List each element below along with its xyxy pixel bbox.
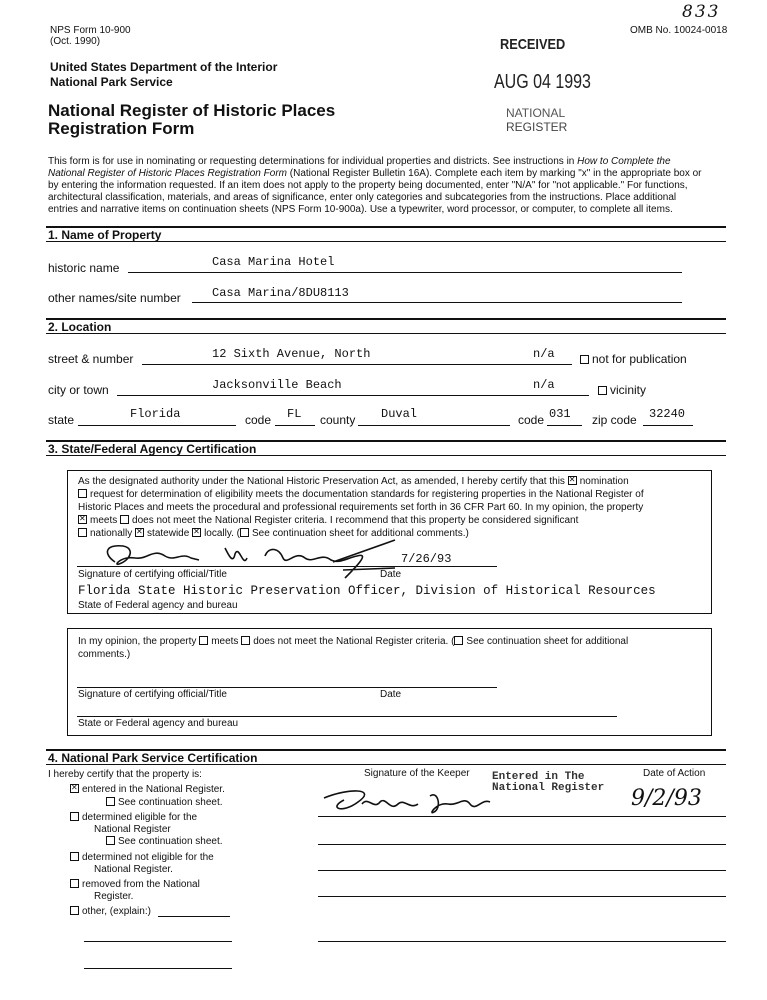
date2-label: Date [380,689,402,700]
eligibility-request-checkbox[interactable] [78,489,87,498]
date-of-action-label: Date of Action [643,768,706,779]
form-title-line2: Registration Form [48,119,195,138]
other-checkbox[interactable] [70,906,79,915]
opinion-does-not-meet-checkbox[interactable] [241,636,250,645]
street-label: street & number [48,352,134,366]
department: United States Department of the Interior [50,60,278,74]
state-code-label: code [245,413,272,427]
nationally-checkbox[interactable] [78,528,87,537]
section2-heading: 2. Location [48,320,112,334]
signature-label: Signature of certifying official/Title [78,569,227,580]
nps-intro: I hereby certify that the property is: [48,769,202,780]
other-names-value[interactable]: Casa Marina/8DU8113 [212,286,349,300]
option-entered[interactable]: ✕entered in the National Register. [70,784,225,795]
not-eligible-checkbox[interactable] [70,852,79,861]
omb-number: OMB No. 10024-0018 [630,25,728,36]
county-value[interactable]: Duval [381,407,418,421]
eligible-checkbox[interactable] [70,812,79,821]
option-other[interactable]: other, (explain:) [70,906,151,917]
agency-value[interactable]: Florida State Historic Preservation Officer, Division of Historical Resources [78,584,656,598]
opinion-line2: comments.) [78,649,131,660]
eligible-continuation-checkbox[interactable] [106,836,115,845]
section4-heading: 4. National Park Service Certification [48,751,258,765]
street-na[interactable]: n/a [533,347,555,361]
instructions-line1: This form is for use in nominating or requesting determinations for individual properties and districts. See instructions in How to Complete the [48,156,671,167]
form-date: (Oct. 1990) [50,36,101,47]
street-value[interactable]: 12 Sixth Avenue, North [212,347,371,361]
cert-line2: request for determination of eligibility meets the documentation standards for registering properties in the National Register of [78,489,644,500]
zip-label: zip code [592,413,637,427]
stamp-register: REGISTER [506,120,568,134]
entered-continuation-checkbox[interactable] [106,797,115,806]
agency2-label: State or Federal agency and bureau [78,718,239,729]
option-not-eligible[interactable]: determined not eligible for the [70,852,214,863]
city-na[interactable]: n/a [533,378,555,392]
handwritten-number: 833 [682,2,721,22]
instructions-line2: National Register of Historic Places Registration Form (National Register Bulletin 16A). Complete each item by marking "x" in the appropriate box or [48,168,702,179]
option-removed[interactable]: removed from the National [70,879,200,890]
zip-value[interactable]: 32240 [649,407,686,421]
option-eligible-continuation[interactable]: See continuation sheet. [106,836,223,847]
removed-checkbox[interactable] [70,879,79,888]
opinion-line1: In my opinion, the property meets does not meet the National Register criteria. ( See continuation sheet for additional [78,636,629,647]
form-number: NPS Form 10-900 [50,25,131,36]
county-label: county [320,413,356,427]
section3-heading: 3. State/Federal Agency Certification [48,442,257,456]
signature2-label: Signature of certifying official/Title [78,689,227,700]
historic-name-value[interactable]: Casa Marina Hotel [212,255,335,269]
historic-name-label: historic name [48,261,120,275]
received-date: AUG 04 1993 [494,71,591,93]
option-entered-continuation[interactable]: See continuation sheet. [106,797,223,808]
entered-stamp-line1: Entered in The [492,771,585,783]
cert-line4: ✕meets does not meet the National Register criteria. I recommend that this property be considered significant [78,515,578,526]
vicinity[interactable]: vicinity [598,383,646,397]
agency-label: State of Federal agency and bureau [78,600,238,611]
option-removed-line2: Register. [94,891,134,902]
option-eligible[interactable]: determined eligible for the [70,812,197,823]
option-eligible-line2: National Register [94,824,171,835]
stamp-national: NATIONAL [506,106,566,120]
instructions-line5: entries and narrative items on continuation sheets (NPS Form 10-900a). Use a typewriter, word processor, or computer, to complete all items. [48,204,673,215]
instructions-line3: by entering the information requested. If an item does not apply to the property being documented, enter "N/A" for "not applicable." For functions, [48,180,688,191]
meets-checkbox[interactable] [78,515,87,524]
county-code-value[interactable]: 031 [549,407,571,421]
entered-stamp-line2: National Register [492,782,605,794]
service: National Park Service [50,75,173,89]
other-names-label: other names/site number [48,291,181,305]
vicinity-checkbox[interactable] [598,386,607,395]
state-label: state [48,413,75,427]
date-label: Date [380,569,402,580]
cert-line1: As the designated authority under the National Historic Preservation Act, as amended, I hereby certify that this ✕ nomination [78,476,629,487]
entered-checkbox[interactable] [70,784,79,793]
cert-line3: Historic Places and meets the procedural and professional requirements set forth in 36 CFR Part 60. In my opinion, the property [78,502,644,513]
received-stamp: RECEIVED [500,36,566,53]
keeper-signature-label: Signature of the Keeper [364,768,470,779]
opinion-continuation-checkbox[interactable] [454,636,463,645]
not-for-publication[interactable]: not for publication [580,352,687,366]
option-not-eligible-line2: National Register. [94,864,173,875]
state-value[interactable]: Florida [130,407,181,421]
state-code-value[interactable]: FL [287,407,302,421]
opinion-meets-checkbox[interactable] [199,636,208,645]
nomination-checkbox[interactable] [568,476,577,485]
city-label: city or town [48,383,109,397]
form-title-line1: National Register of Historic Places [48,101,336,120]
county-code-label: code [518,413,545,427]
cert-line5: nationally ✕ statewide ✕ locally. ( See continuation sheet for additional comments.) [78,528,469,539]
section1-heading: 1. Name of Property [48,228,162,242]
instructions-line4: architectural classification, materials, and areas of significance, enter only categories and subcategories from the instructions. Place additional [48,192,677,203]
date-of-action-value[interactable]: 9/2/93 [631,786,702,811]
certification-date[interactable]: 7/26/93 [401,552,452,566]
does-not-meet-checkbox[interactable] [120,515,129,524]
not-for-publication-checkbox[interactable] [580,355,589,364]
city-value[interactable]: Jacksonville Beach [212,378,342,392]
